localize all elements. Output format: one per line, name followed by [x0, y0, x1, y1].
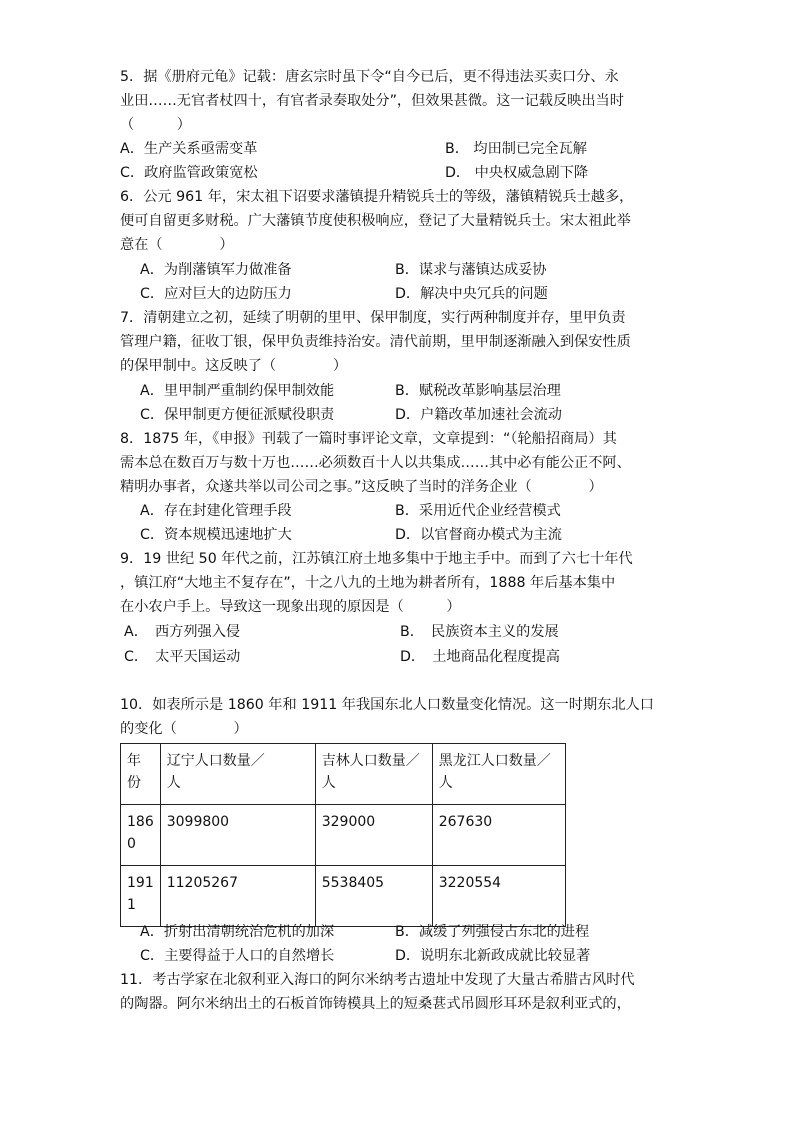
q8-line-2: 需本总在数百万与数十万也……必须数百十人以共集成……其中必有能公正不阿、 — [120, 455, 631, 471]
q5-line-2: 业田……无官者杖四十，有官者录奏取处分”，但效果甚微。这一记载反映出当时 — [120, 93, 624, 109]
q9-option-a: A． 西方列强入侵 — [124, 624, 241, 640]
table-row — [121, 805, 566, 866]
q8-option-c: C．资本规模迅速地扩大 — [140, 527, 292, 543]
table-row — [121, 866, 566, 927]
q6-line-1: 6．公元 961 年，宋太祖下诏要求藩镇提升精锐兵士的等级，藩镇精锐兵士越多， — [120, 189, 634, 205]
q5-line-3: （ ） — [120, 117, 191, 133]
table-cell: 186 0 — [121, 805, 161, 866]
q9-line-1: 9．19 世纪 50 年代之前，江苏镇江府土地多集中于地主手中。而到了六七十年代 — [120, 551, 633, 567]
population-table — [120, 743, 566, 927]
q10-line-1: 10．如表所示是 1860 年和 1911 年我国东北人口数量变化情况。这一时期东北人口 — [120, 697, 654, 713]
q6-option-c: C．应对巨大的边防压力 — [140, 286, 292, 302]
q7-option-a: A．里甲制严重制约保甲制效能 — [140, 383, 335, 399]
q7-line-3: 的保甲制中。这反映了（ ） — [120, 358, 348, 374]
q8-option-d: D．以官督商办模式为主流 — [395, 527, 562, 543]
q8-option-a: A．存在封建化管理手段 — [140, 503, 292, 519]
q9-option-b: B． 民族资本主义的发展 — [400, 624, 559, 640]
q6-line-2: 便可自留更多财税。广大藩镇节度使积极响应，登记了大量精锐兵士。宋太祖此举 — [120, 213, 631, 229]
q10-line-2: 的变化（ ） — [120, 721, 248, 737]
q7-line-2: 管理户籍，征收丁银，保甲负责维持治安。清代前期，里甲制逐渐融入到保安性质 — [120, 334, 631, 350]
q5-option-b: B． 均田制已完全瓦解 — [445, 141, 587, 157]
q8-line-3: 精明办事者，众遂共举以司公司之事。”这反映了当时的洋务企业（ ） — [120, 479, 603, 495]
table-header-row — [121, 744, 566, 805]
q8-option-b: B．采用近代企业经营模式 — [395, 503, 561, 519]
q10-option-d: D．说明东北新政成就比较显著 — [395, 948, 591, 964]
q8-line-1: 8．1875 年，《申报》刊载了一篇时事评论文章，文章提到：“（轮船招商局）其 — [120, 431, 617, 447]
q6-option-d: D．解决中央冗兵的问题 — [395, 286, 548, 302]
q10-option-c: C．主要得益于人口的自然增长 — [140, 948, 335, 964]
q6-option-a: A．为削藩镇军力做准备 — [140, 262, 292, 278]
table-cell: 191 1 — [121, 866, 161, 927]
q11-line-1: 11．考古学家在北叙利亚入海口的阿尔米纳考古遗址中发现了大量古希腊古风时代 — [120, 972, 635, 988]
table-header-cell: 黑龙江人口数量／ 人 — [432, 744, 565, 805]
q7-option-d: D．户籍改革加速社会流动 — [395, 407, 562, 423]
q10-option-b: B．减缓了列强侵占东北的进程 — [395, 924, 590, 940]
q6-line-3: 意在（ ） — [120, 237, 234, 253]
table-cell: 267630 — [432, 805, 565, 866]
q7-option-b: B．赋税改革影响基层治理 — [395, 383, 561, 399]
q7-option-c: C．保甲制更方便征派赋役职责 — [140, 407, 335, 423]
table-header-cell: 辽宁人口数量／ 人 — [160, 744, 315, 805]
q9-option-c: C． 太平天国运动 — [124, 649, 241, 665]
q5-option-d: D． 中央权威急剧下降 — [445, 165, 589, 181]
q11-line-2: 的陶器。阿尔米纳出土的石板首饰铸模具上的短桑葚式吊圆形耳环是叙利亚式的， — [120, 996, 631, 1012]
q6-option-b: B．谋求与藩镇达成妥协 — [395, 262, 547, 278]
table-header-cell: 吉林人口数量／ 人 — [315, 744, 432, 805]
table-cell: 3220554 — [432, 866, 565, 927]
q5-option-a: A．生产关系亟需变革 — [120, 141, 258, 157]
table-cell: 11205267 — [160, 866, 315, 927]
table-header-cell: 年 份 — [121, 744, 161, 805]
table-cell: 329000 — [315, 805, 432, 866]
table-cell: 5538405 — [315, 866, 432, 927]
q7-line-1: 7．清朝建立之初，延续了明朝的里甲、保甲制度，实行两种制度并存，里甲负责 — [120, 310, 626, 326]
q9-line-2: ，镇江府“大地主不复存在”，十之八九的土地为耕者所有，1888 年后基本集中 — [120, 575, 616, 591]
table-cell: 3099800 — [160, 805, 315, 866]
q5-line-1: 5．据《册府元龟》记载：唐玄宗时虽下令“自今已后，更不得违法买卖口分、永 — [120, 69, 619, 85]
q5-option-c: C．政府监管政策宽松 — [120, 165, 258, 181]
q10-option-a: A．折射出清朝统治危机的加深 — [140, 924, 335, 940]
q9-option-d: D． 土地商品化程度提高 — [400, 649, 560, 665]
q9-line-3: 在小农户手上。导致这一现象出现的原因是（ ） — [120, 599, 461, 615]
